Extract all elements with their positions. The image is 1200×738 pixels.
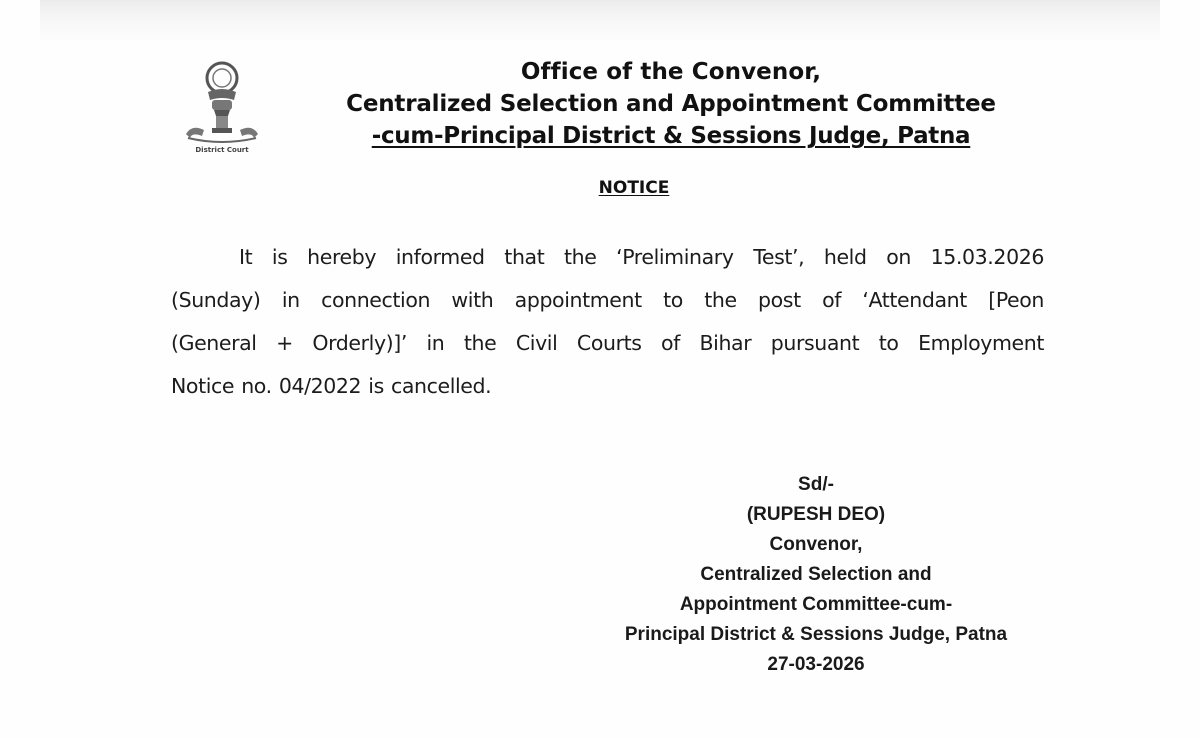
top-shadow [40, 0, 1160, 40]
notice-body-line: Notice no. 04/2022 is cancelled. [171, 374, 492, 398]
district-court-emblem-icon [178, 60, 266, 156]
notice-heading: NOTICE [598, 178, 670, 198]
judge-title: -cum-Principal District & Sessions Judge, Patna [371, 123, 971, 149]
signatory-name: (RUPESH DEO) [746, 504, 886, 525]
signature-date: 27-03-2026 [767, 654, 865, 675]
signature-block [596, 470, 1036, 680]
signed-mark: Sd/- [798, 474, 834, 495]
letterhead [290, 56, 1052, 152]
signatory-office-line: Centralized Selection and [700, 564, 932, 585]
notice-body-line: (General + Orderly)]’ in the Civil Courts of Bihar pursuant to Employment [171, 331, 1044, 355]
committee-title: Centralized Selection and Appointment Committee [346, 91, 996, 117]
signatory-designation: Convenor, [769, 534, 863, 555]
notice-body-line: It is hereby informed that the ‘Preliminary Test’, held on 15.03.2026 [239, 245, 1044, 269]
notice-body [171, 236, 1044, 408]
svg-text:District Court: District Court [195, 146, 249, 154]
notice-body-line: (Sunday) in connection with appointment to the post of ‘Attendant [Peon [171, 288, 1044, 312]
signatory-office-line: Principal District & Sessions Judge, Patna [624, 624, 1008, 645]
signatory-office-line: Appointment Committee-cum- [679, 594, 953, 615]
office-title: Office of the Convenor, [520, 59, 822, 85]
